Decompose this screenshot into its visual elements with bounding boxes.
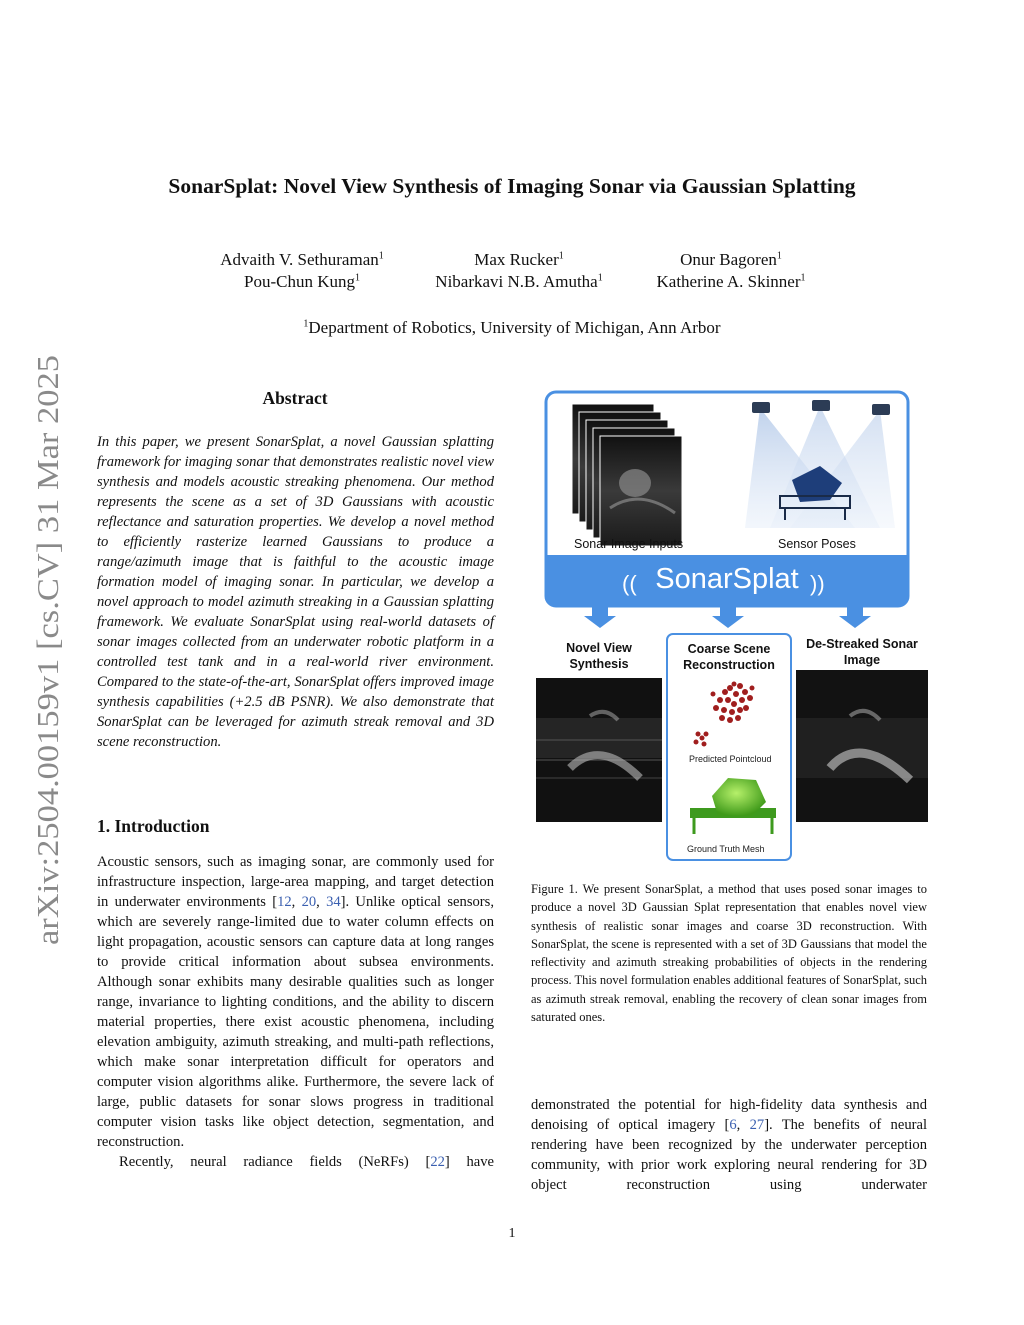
abstract-heading: Abstract [262, 388, 328, 408]
sonar-inputs-label: Sonar Image Inputs [574, 537, 684, 551]
author: Nibarkavi N.B. Amutha$^1$ [435, 272, 603, 291]
pointcloud-label: Predicted Pointcloud [689, 754, 772, 764]
sonar-image-stack [572, 404, 682, 546]
novel-view-image [536, 678, 662, 822]
affiliation: $^1$Department of Robotics, University of Michigan, Ann Arbor [303, 318, 721, 337]
citation-link[interactable]: 34 [326, 894, 341, 910]
arxiv-stamp [22, 350, 72, 950]
paper-title: SonarSplat: Novel View Synthesis of Imaging Sonar via Gaussian Splatting [168, 174, 856, 198]
abstract-text: In this paper, we present SonarSplat, a novel Gaussian splatting framework for imaging sonar that demonstrates realistic novel view synthesis and models acoustic streaking phenomena. Our method represents the scene as a set of 3D Gaussians with acoustic reflectance and saturation properties. We develop a novel method to efficiently rasterize learned Gaussians to produce a range/azimuth image that is faithful to the acoustic image formation model of imaging sonar. In particular, we develop a novel approach to model azimuth streaking in a Gaussian splatting framework. We evaluate SonarSplat using real-world datasets of sonar images collected from an underwater robotic platform in a controlled test tank and in a real-world river environment. Compared to the state-of-the-art, SonarSplat offers improved image synthesis capabilities (+2.5 dB PSNR). We also demonstrate that SonarSplat can be leveraged for azimuth streak removal and 3D scene reconstruction. [97, 434, 494, 750]
arxiv-id: arXiv:2504.00159v1 [cs.CV] 31 Mar 2025 [30, 414, 65, 945]
pointcloud-graphic [694, 682, 755, 747]
page-number: 1 [508, 1226, 516, 1241]
intro-paragraph: Acoustic sensors, such as imaging sonar, are commonly used for infrastructure inspection, large-area mapping, and target detection in underwater environments [12, 20, 34]. Unlike optical sensors, which are severely range-limited due to water column effects on light propagation, acoustic sensors can capture data at long ranges to provide critical information about subsea environments. Although sonar exhibits many desirable qualities such as longer range, invariance to lighting conditions, and the ability to discern material properties, there exist acoustic phenomena, including elevation ambiguity, azimuth streaking, and multi-path reflections, which make sonar interpretation difficult for operators and computer vision algorithms alike. Furthermore, the severe lack of large, public datasets for sonar slows progress in traditional computer vision tasks like object detection, segmentation, and reconstruction. [97, 854, 494, 1150]
destreaked-label: De-Streaked Sonar Image [806, 637, 918, 667]
abstract-body [97, 432, 494, 752]
sensor-poses-scene [745, 400, 895, 528]
novel-view-label: Novel View Synthesis [566, 641, 632, 671]
mesh-label: Ground Truth Mesh [687, 844, 765, 854]
citation-link[interactable]: 27 [749, 1117, 765, 1133]
citation-link[interactable]: 12 [277, 894, 292, 910]
section-heading: 1. Introduction [97, 816, 210, 836]
author: Max Rucker$^1$ [474, 250, 564, 269]
destreaked-image [796, 670, 928, 822]
right-column-body [531, 1095, 927, 1195]
introduction-body [97, 852, 494, 1172]
arrow-down-icon [584, 606, 616, 628]
svg-text:)): )) [810, 571, 825, 596]
author: Onur Bagoren$^1$ [680, 250, 782, 269]
citation-link[interactable]: 6 [729, 1117, 737, 1133]
author: Advaith V. Sethuraman$^1$ [220, 250, 384, 269]
author: Pou-Chun Kung$^1$ [244, 272, 360, 291]
citation-link[interactable]: 20 [301, 894, 317, 910]
citation-link[interactable]: 22 [430, 1154, 445, 1170]
figure-graphic [530, 388, 930, 868]
arrow-down-icon [839, 606, 871, 628]
intro-paragraph: Recently, neural radiance fields (NeRFs) [22] have [119, 1154, 494, 1170]
author: Katherine A. Skinner$^1$ [656, 272, 806, 291]
arrow-down-icon [712, 606, 744, 628]
figure-caption: Figure 1. We present SonarSplat, a method that uses posed sonar images to produce a novel 3D Gaussian Splat representation that enables novel view synthesis of realistic sonar images and coarse 3D reconstruction. With SonarSplat, the scene is represented with a set of 3D Gaussians that model the reflectivity and azimuth streaking probabilities of objects in the rendering process. This novel formulation enables additional features of SonarSplat, such as azimuth streak removal, enabling the recovery of clean sonar images from saturated ones. [531, 882, 927, 1025]
body-paragraph: demonstrated the potential for high-fidelity data synthesis and denoising of optical imagery [6, 27]. The benefits of neural rendering have been recognized by the underwater perception community, with prior work exploring neural rendering for 3D object reconstruction using underwater [531, 1097, 928, 1193]
banner-title: SonarSplat [655, 563, 799, 595]
coarse-scene-label: Coarse Scene Reconstruction [683, 642, 775, 672]
figure-1 [530, 388, 930, 868]
svg-text:((: (( [622, 571, 637, 596]
mesh-graphic [690, 778, 776, 834]
sensor-poses-label: Sensor Poses [778, 537, 856, 551]
